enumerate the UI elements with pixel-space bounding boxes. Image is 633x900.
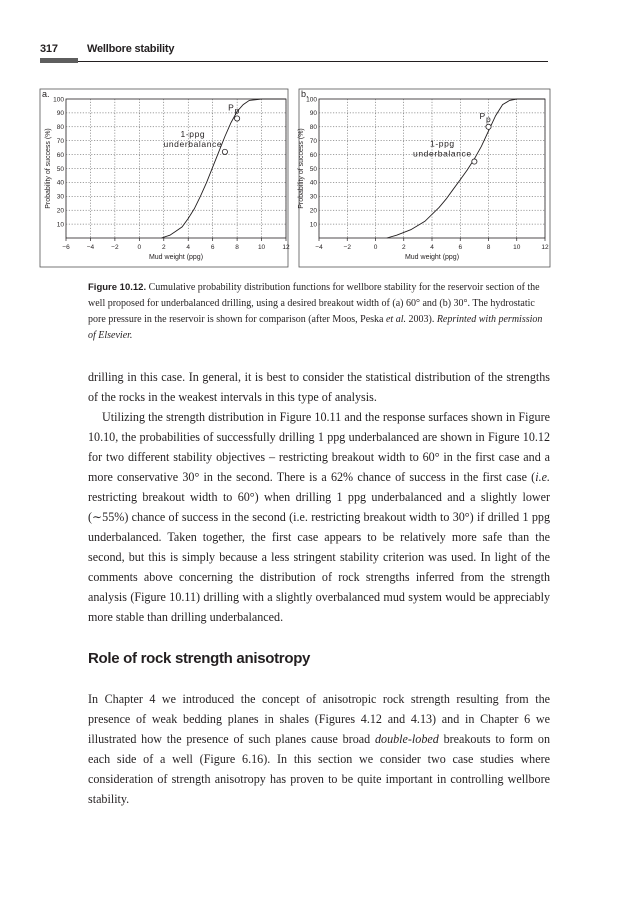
- panel-a-pp-subscript: p: [234, 105, 240, 116]
- panel-a-x-tick-label: 12: [282, 244, 290, 251]
- paragraph-2-ie: i.e.: [535, 470, 550, 484]
- header-rule: [78, 61, 548, 62]
- paragraph-3-text-a: In Chapter 4 we introduced the concept of anisotropic rock strength resulting from the presence of weak bedding planes in shales (Figures 4.12 and 4.13) and in Chapter 6 we illustrated how the presence of such planes cause broad: [88, 692, 550, 746]
- panel-a-y-tick-label: 60: [56, 151, 64, 159]
- figure-10-12: [40, 85, 550, 271]
- panel-b-x-tick-label: 4: [430, 244, 434, 251]
- running-title: Wellbore stability: [87, 43, 175, 55]
- panel-a-y-tick-label: 10: [56, 221, 64, 229]
- panel-a-x-tick-label: 2: [161, 244, 166, 251]
- panel-a-y-tick-label: 80: [56, 124, 64, 132]
- paragraph-3-text-b: breakouts to form on each side of a well (Figure 6.16). In this section we consider two case studies where consideration of strength anisotropy has proven to be quite important in controlling wellbore stability.: [88, 732, 550, 806]
- panel-b-y-tick-label: 80: [309, 124, 317, 132]
- panel-b-x-tick-label: 2: [401, 244, 406, 251]
- panel-b-annotation-line2: underbalance: [413, 148, 472, 159]
- figure-svg: [40, 85, 550, 271]
- panel-b-y-axis-label: Probability of success (%): [298, 128, 305, 209]
- panel-b-x-tick-label: 10: [513, 244, 521, 251]
- panel-b-panel-label: b.: [301, 89, 309, 99]
- panel-b-underbalance-point: [472, 159, 477, 164]
- panel-b-pp-label: P: [479, 110, 486, 121]
- panel-a-y-axis-label: Probability of success (%): [45, 128, 52, 209]
- panel-b-x-tick-label: 8: [486, 244, 491, 251]
- panel-a-x-axis-label: Mud weight (ppg): [148, 254, 204, 261]
- panel-b-x-axis-label: Mud weight (ppg): [404, 254, 460, 261]
- panel-a: [40, 89, 290, 267]
- paragraph-2: [88, 407, 550, 627]
- page-number: 317: [40, 43, 58, 55]
- panel-b-x-tick-label: −4: [315, 244, 323, 251]
- panel-b-x-tick-label: 6: [458, 244, 463, 251]
- panel-b-y-tick-label: 20: [309, 207, 317, 215]
- panel-a-y-tick-label: 40: [56, 179, 64, 187]
- panel-b-x-tick-label: 0: [373, 244, 378, 251]
- panel-a-pp-point: [235, 116, 240, 121]
- panel-a-annotation-line2: underbalance: [163, 138, 223, 149]
- panel-b-annotation-line1: 1-ppg: [430, 138, 455, 149]
- panel-a-x-tick-label: −6: [62, 244, 70, 251]
- panel-b-y-tick-label: 70: [309, 138, 317, 145]
- panel-b-x-tick-label: 12: [541, 244, 549, 251]
- panel-a-pp-label: P: [228, 102, 235, 113]
- caption-text-end: 2003).: [405, 314, 437, 325]
- caption-label: Figure 10.12.: [88, 282, 147, 293]
- panel-a-y-tick-label: 90: [56, 110, 64, 118]
- caption-text: Cumulative probability distribution functions for wellbore stability for the reservoir section of the well proposed for underbalanced drilling, using a desired breakout width of (a) 60° and (b) 30°. The hydrostatic pore pressure in the reservoir is shown for comparison (after Moos, Peska: [88, 282, 540, 325]
- paragraph-2-text-a: Utilizing the strength distribution in Figure 10.11 and the response surfaces shown in Figure 10.10, the probabilities of successfully drilling 1 ppg underbalanced are shown in Figure 10.12 for two different stability objectives – restricting breakout width to 60° in the first case and a more conservative 30° in the second. There is a 62% chance of success in the first case (: [88, 410, 550, 484]
- panel-a-x-tick-label: −4: [86, 244, 95, 251]
- panel-a-x-tick-label: 6: [210, 244, 215, 251]
- panel-a-y-tick-label: 50: [56, 165, 64, 173]
- caption-et-al: et al.: [385, 314, 406, 325]
- panel-b-y-tick-label: 50: [309, 165, 317, 173]
- panel-b-y-tick-label: 30: [309, 193, 317, 201]
- panel-b-x-tick-label: −2: [343, 244, 351, 251]
- section-heading: Role of rock strength anisotropy: [88, 650, 311, 667]
- figure-caption: [88, 280, 550, 344]
- panel-b-y-tick-label: 40: [309, 179, 317, 187]
- panel-a-annotation-line1: 1-ppg: [180, 128, 206, 139]
- header-bar: [40, 58, 78, 63]
- caption-reprinted: Reprinted with permission of Elsevier.: [88, 314, 543, 341]
- panel-b: [298, 89, 550, 267]
- panel-b-y-tick-label: 10: [309, 221, 317, 229]
- panel-b-y-tick-label: 60: [309, 151, 317, 159]
- panel-b-pp-point: [486, 124, 491, 129]
- panel-b-y-tick-label: 90: [309, 110, 317, 118]
- panel-a-y-tick-label: 70: [56, 138, 64, 145]
- panel-a-y-tick-label: 100: [53, 96, 64, 104]
- panel-a-x-tick-label: 4: [186, 244, 191, 251]
- panel-a-x-tick-label: 10: [257, 244, 266, 251]
- panel-a-x-tick-label: 0: [137, 244, 142, 251]
- panel-a-y-tick-label: 20: [56, 207, 64, 215]
- panel-b-y-tick-label: 100: [306, 96, 317, 104]
- panel-a-underbalance-point: [222, 149, 227, 154]
- paragraph-3-emph: double-lobed: [374, 732, 439, 746]
- panel-a-panel-label: a.: [42, 89, 50, 99]
- panel-a-x-tick-label: −2: [111, 244, 119, 251]
- panel-a-y-tick-label: 30: [56, 193, 64, 201]
- panel-b-pp-subscript: p: [486, 113, 492, 124]
- paragraph-1-text: drilling in this case. In general, it is best to consider the statistical distribution of the strengths of the rocks in the weakest intervals in this type of analysis.: [88, 370, 550, 404]
- paragraph-1: [88, 367, 550, 407]
- paragraph-2-text-b: restricting breakout width to 60°) when drilling 1 ppg underbalanced and a slightly lower (∼55%) chance of success in the second (i.e. restricting breakout width to 30°) if drilled 1 ppg underbalanced. Taken together, the first case appears to be relatively more safe than the second, but this is simply because a less stringent stability criterion was used. In light of the comments above concerning the distribution of rock strengths inferred from the strength analysis (Figure 10.11) drilling with a slightly overbalanced mud system would be appreciably more stable than drilling underbalanced.: [88, 490, 550, 624]
- running-head: [40, 42, 548, 62]
- panel-a-x-tick-label: 8: [235, 244, 239, 251]
- paragraph-3: [88, 689, 550, 809]
